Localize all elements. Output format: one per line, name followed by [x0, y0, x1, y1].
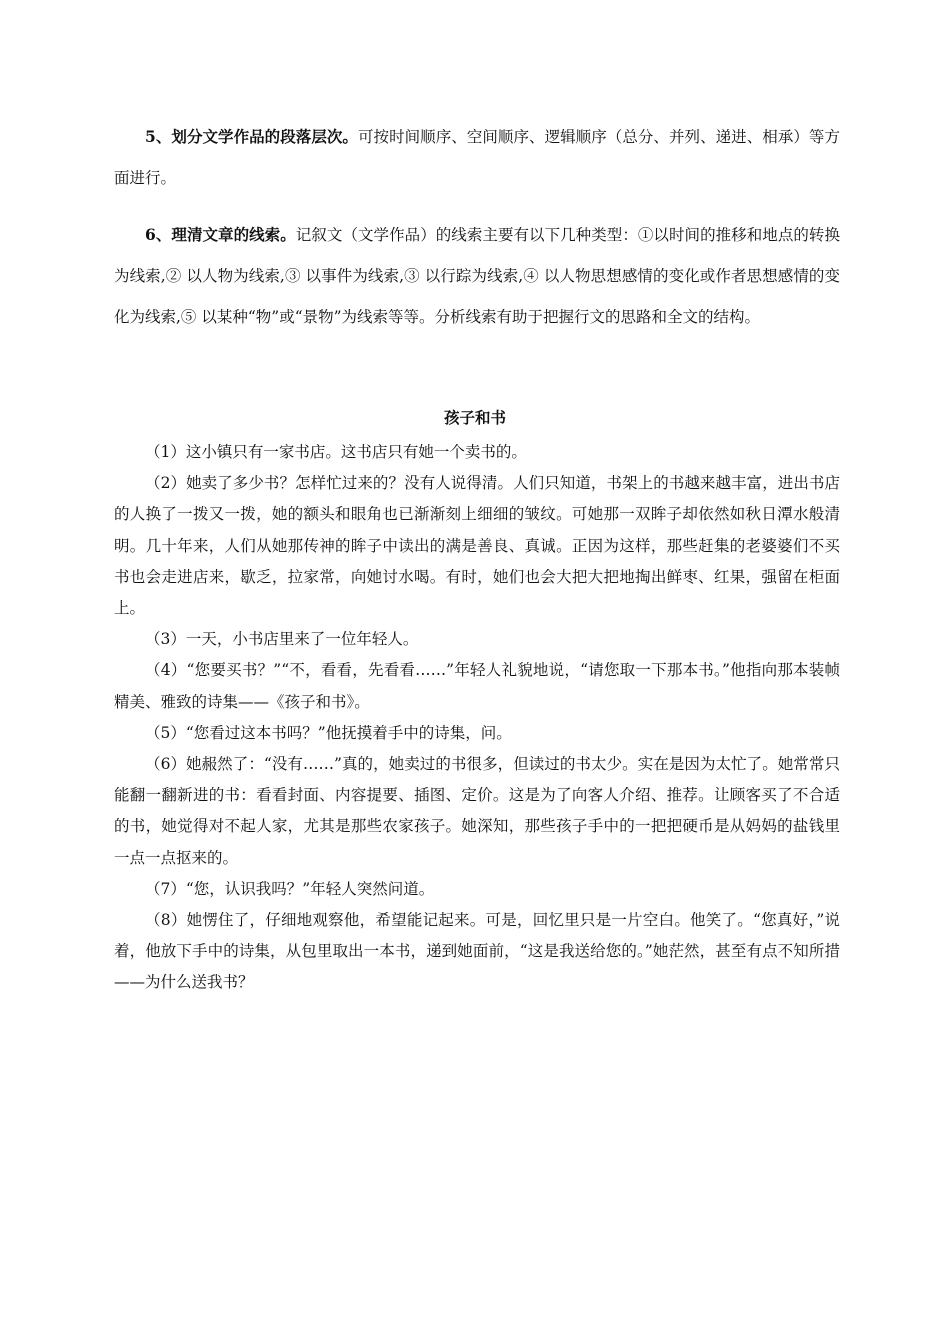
section-5-body: 可按时间顺序、空间顺序、逻辑顺序（总分、并列、递进、相承）等方面进行。	[114, 128, 840, 187]
section-6-body: 记叙文（文学作品）的线索主要有以下几种类型：①以时间的推移和地点的转换为线索,② 以人物为线索,③ 以事件为线索,③ 以行踪为线索,④ 以人物思想感情的变化或作者思想感情的变化为线索,⑤ 以某种“物”或“景物”为线索等等。分析线索有助于把握行文的思路和全文的结构。	[114, 226, 840, 326]
story-paragraph: （4）“您要买书？”“不，看看，先看看……”年轻人礼貌地说，“请您取一下那本书。”他指向那本装帧精美、雅致的诗集——《孩子和书》。	[114, 661, 840, 711]
story-paragraph: （1）这小镇只有一家书店。这书店只有她一个卖书的。	[145, 443, 527, 461]
section-5-heading: 5、划分文学作品的段落层次。	[145, 127, 358, 146]
story-paragraph: （2）她卖了多少书？怎样忙过来的？没有人说得清。人们只知道，书架上的书越来越丰富，进出书店的人换了一拨又一拨，她的额头和眼角也已渐渐刻上细细的皱纹。可她那一双眸子却依然如秋日潭水般清明。几十年来，人们从她那传神的眸子中读出的满是善良、真诚。正因为这样，那些赶集的老婆婆们不买书也会走进店来，歇乏，拉家常，向她讨水喝。有时，她们也会大把大把地掏出鲜枣、红果，强留在柜面上。	[114, 474, 840, 618]
story-paragraph: （5）“您看过这本书吗？”他抚摸着手中的诗集，问。	[145, 723, 512, 742]
story-body	[114, 437, 840, 999]
story-paragraph: （3）一天，小书店里来了一位年轻人。	[145, 630, 419, 649]
story-title: 孩子和书	[443, 408, 506, 427]
story-paragraph: （6）她赧然了：“没有……”真的，她卖过的书很多，但读过的书太少。实在是因为太忙了。她常常只能翻一翻新进的书：看看封面、内容提要、插图、定价。这是为了向客人介绍、推荐。让顾客买了不合适的书，她觉得对不起人家，尤其是那些农家孩子。她深知，那些孩子手中的一把把硬币是从妈妈的盐钱里一点一点抠来的。	[114, 755, 840, 867]
story-paragraph: （8）她愣住了，仔细地观察他，希望能记起来。可是，回忆里只是一片空白。他笑了。“您真好，”说着，他放下手中的诗集，从包里取出一本书，递到她面前，“这是我送给您的。”她茫然，甚至有点不知所措——为什么送我书？	[114, 911, 840, 992]
section-6-heading: 6、理清文章的线索。	[145, 225, 296, 244]
story-paragraph: （7）“您，认识我吗？”年轻人突然问道。	[145, 879, 435, 898]
section-6-paragraph	[114, 214, 840, 338]
section-5-paragraph	[114, 116, 840, 199]
